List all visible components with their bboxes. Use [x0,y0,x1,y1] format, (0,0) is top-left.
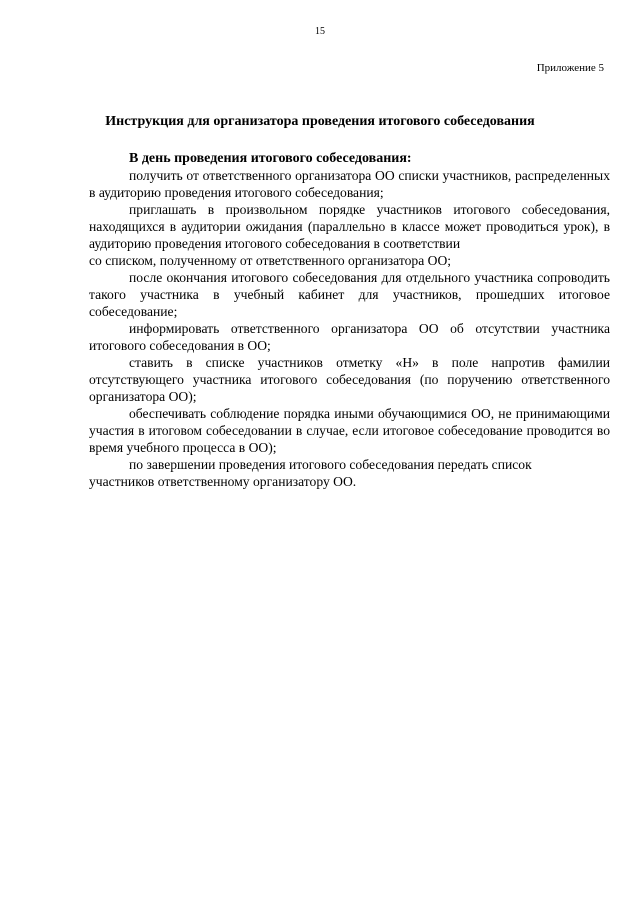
page-number: 15 [315,26,325,37]
instruction-item: приглашать в произвольном порядке участников итогового собеседования, находящихся в аудитории ожидания (параллельно в классе может проводиться урок), в аудиторию проведения итогового собеседования в соответствии со списком, полученному от ответственного организатора ОО; [89,202,610,268]
instruction-item: по завершении проведения итогового собеседования передать список участников ответственному организатору ОО. [89,457,532,489]
appendix-label: Приложение 5 [536,62,604,74]
section-heading: В день проведения итогового собеседования: [129,151,412,166]
instruction-item: информировать ответственного организатора ОО об отсутствии участника итогового собеседования в ОО; [89,321,610,353]
instruction-body [89,150,610,490]
document-title: Инструкция для организатора проведения итогового собеседования [105,114,535,129]
instruction-item: после окончания итогового собеседования для отдельного участника сопроводить такого участника в учебный кабинет для участников, прошедших итоговое собеседование; [89,270,610,319]
instruction-item: получить от ответственного организатора ОО списки участников, распределенных в аудиторию проведения итогового собеседования; [89,168,610,200]
instruction-item: обеспечивать соблюдение порядка иными обучающимися ОО, не принимающими участия в итоговом собеседовании в случае, если итоговое собеседование проводится во время учебного процесса в ОО); [89,406,610,455]
instruction-item: ставить в списке участников отметку «Н» в поле напротив фамилии отсутствующего участника итогового собеседования (по поручению ответственного организатора ОО); [89,355,610,404]
